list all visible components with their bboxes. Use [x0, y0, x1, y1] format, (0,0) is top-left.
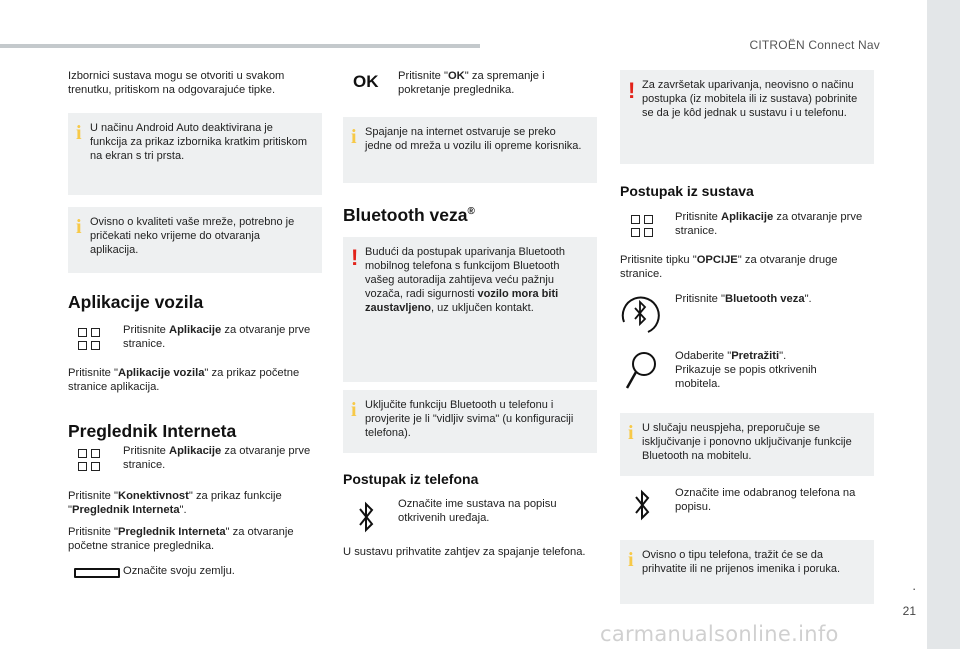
- info-icon: i: [351, 126, 357, 148]
- step-text: Pritisnite "OK" za spremanje i pokretanje preglednika.: [398, 70, 545, 96]
- header-title: CITROËN Connect Nav: [749, 38, 880, 52]
- info-icon: i: [628, 422, 634, 444]
- info-note: [343, 390, 597, 453]
- step-text: Pritisnite Aplikacije za otvaranje prve stranice.: [675, 211, 863, 237]
- note-text: U slučaju neuspjeha, preporučuje se isključivanje i ponovno uključivanje funkcije Bluetooth na mobitelu.: [642, 422, 852, 462]
- info-icon: i: [76, 216, 82, 238]
- subsection-title: Postupak iz telefona: [343, 471, 479, 487]
- warning-note: [343, 237, 597, 382]
- info-icon: i: [351, 399, 357, 421]
- warning-note: [620, 70, 874, 164]
- info-note: [343, 117, 597, 183]
- section-title: Bluetooth veza®: [343, 205, 475, 225]
- step-text: Pritisnite Aplikacije za otvaranje prve stranice.: [123, 324, 311, 350]
- step-text: Pritisnite "Aplikacije vozila" za prikaz početne stranice aplikacija.: [68, 367, 300, 393]
- step-text: Pritisnite "Bluetooth veza".: [675, 293, 812, 305]
- step-text: U sustavu prihvatite zahtjev za spajanje telefona.: [343, 546, 586, 558]
- subsection-title: Postupak iz sustava: [620, 183, 754, 199]
- ok-button-icon: OK: [353, 72, 379, 91]
- keyboard-bar-icon: [74, 568, 120, 578]
- info-note: [620, 413, 874, 476]
- watermark: carmanualsonline.info: [600, 622, 839, 646]
- step-text: Pritisnite "Konektivnost" za prikaz funkcije "Preglednik Interneta".: [68, 490, 282, 516]
- bluetooth-circle-icon: [618, 292, 662, 341]
- page-dots: .: [912, 578, 916, 593]
- note-text: Ovisno o kvaliteti vaše mreže, potrebno je pričekati neko vrijeme do otvaranja aplikacija.: [90, 216, 295, 256]
- section-title: Aplikacije vozila: [68, 292, 204, 312]
- note-text: Budući da postupak uparivanja Bluetooth mobilnog telefona s funkcijom Bluetooth vašeg autoradija zahtijeva veću pažnju vozača, radi sigurnosti vozilo mora biti zaustavljeno, uz uključen kontakt.: [365, 246, 565, 314]
- header-rule: [0, 44, 480, 48]
- step-text: Pritisnite "Preglednik Interneta" za otvaranje početne stranice preglednika.: [68, 526, 294, 552]
- step-text: Označite ime odabranog telefona na popisu.: [675, 487, 856, 513]
- note-text: Spajanje na internet ostvaruje se preko jedne od mreža u vozilu ili opreme korisnika.: [365, 126, 582, 152]
- note-text: Ovisno o tipu telefona, tražit će se da prihvatite ili ne prijenos imenika i poruka.: [642, 549, 841, 575]
- info-icon: i: [628, 549, 634, 571]
- search-icon: [624, 350, 660, 397]
- warning-icon: !: [628, 78, 636, 103]
- note-text: Za završetak uparivanja, neovisno o načinu postupka (iz mobitela ili iz sustava) pobrinite se da je kôd jednak u sustavu i u telefonu.: [642, 79, 858, 119]
- apps-grid-icon: [78, 328, 100, 350]
- intro-text: Izbornici sustava mogu se otvoriti u svakom trenutku, pritiskom na odgovarajuće tipke.: [68, 70, 285, 96]
- page-number: 21: [902, 604, 916, 618]
- apps-grid-icon: [78, 449, 100, 471]
- bluetooth-icon: [357, 500, 375, 539]
- step-text: Pritisnite Aplikacije za otvaranje prve stranice.: [123, 445, 311, 471]
- warning-icon: !: [351, 245, 359, 270]
- apps-grid-icon: [631, 215, 653, 237]
- info-note: [68, 113, 322, 195]
- page-edge-band: [927, 0, 960, 649]
- step-text: Odaberite "Pretražiti". Prikazuje se popis otkrivenih mobitela.: [675, 350, 817, 390]
- note-text: Uključite funkciju Bluetooth u telefonu i provjerite je li "vidljiv svima" (u konfiguraciji telefona).: [365, 399, 574, 439]
- info-icon: i: [76, 122, 82, 144]
- info-note: [68, 207, 322, 273]
- note-text: U načinu Android Auto deaktivirana je funkcija za prikaz izbornika kratkim pritiskom na ekran s tri prsta.: [90, 122, 308, 162]
- info-note: [620, 540, 874, 604]
- bluetooth-icon: [633, 488, 651, 527]
- step-text: Pritisnite tipku "OPCIJE" za otvaranje druge stranice.: [620, 254, 838, 280]
- step-text: Označite svoju zemlju.: [123, 565, 235, 577]
- section-title: Preglednik Interneta: [68, 421, 237, 441]
- step-text: Označite ime sustava na popisu otkrivenih uređaja.: [398, 498, 557, 524]
